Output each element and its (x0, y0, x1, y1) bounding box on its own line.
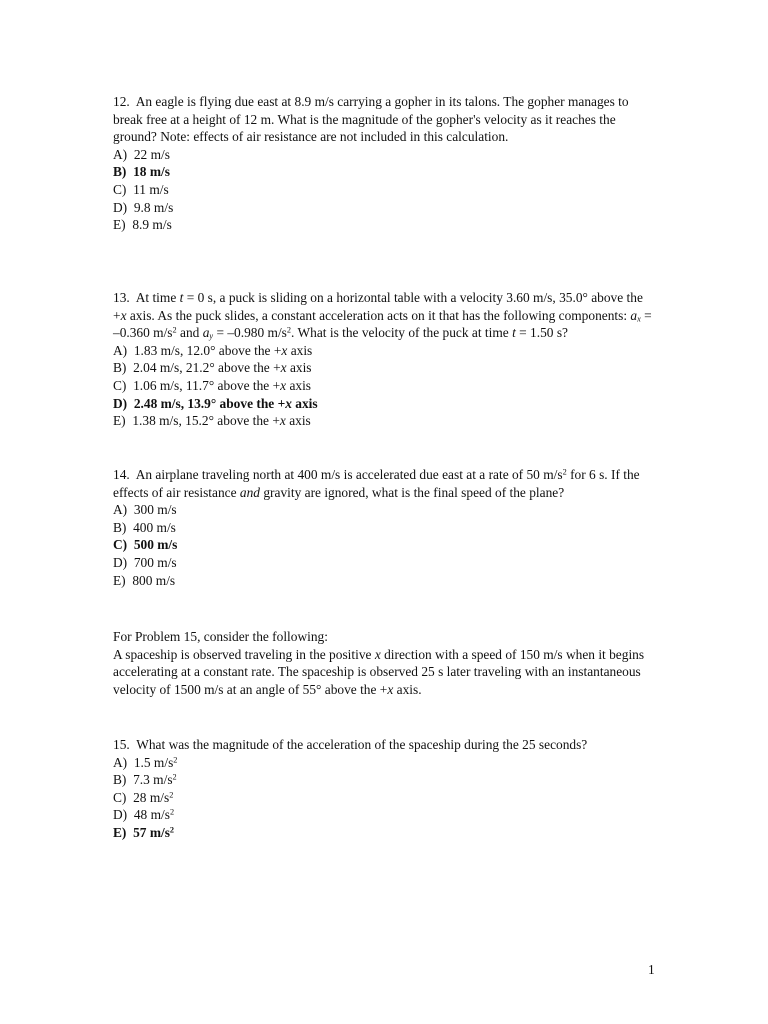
choice-c: C) 11 m/s (113, 181, 169, 197)
question-number: 12. (113, 94, 130, 109)
intro-heading: For Problem 15, consider the following: (113, 629, 328, 644)
choice-b: B) 400 m/s (113, 519, 176, 535)
choice-e: E) 800 m/s (113, 572, 176, 588)
question-stem (113, 93, 658, 146)
choice-d: D) 9.8 m/s (113, 199, 174, 215)
question-number: 15. (113, 737, 130, 752)
question-number: 13. (113, 290, 130, 305)
choice-d: D) 48 $m/s^2$ (113, 807, 175, 823)
choice-e-correct: E) 57 $m/s^2$ (113, 824, 175, 840)
question-stem: 13. At time t = 0 s, a puck is sliding on a horizontal table with a velocity 3.60 m/s, 35.0° above the +x axis. As the puck slides, a constant acceleration acts on it that has the following components: $a_x = -0.360$ $m/s^2$ and $a_y = -0.980$ $m/s^2$. What is the velocity of the puck at time t = 1.50 s? (113, 290, 652, 341)
choice-a: A) 22 m/s (113, 146, 170, 162)
page-number: 1 (648, 962, 655, 977)
question-text: What was the magnitude of the acceleration of the spaceship during the 25 seconds? (136, 737, 588, 752)
choice-c: C) 28 $m/s^2$ (113, 789, 174, 805)
choice-e: E) 8.9 m/s (113, 217, 172, 233)
problem-15-intro (113, 628, 658, 698)
question-13 (113, 289, 658, 430)
question-14 (113, 466, 658, 589)
choice-e: E) 1.38 m/s, 15.2° above the +x axis (113, 413, 311, 429)
choice-a: A) 1.83 m/s, 12.0° above the +x axis (113, 342, 313, 358)
question-stem: 14. An airplane traveling north at 400 m/s is accelerated due east at a rate of 50 $m/s^2$ for 6 s. If the effects of air resistance and gravity are ignored, what is the final speed of the plane? (113, 467, 640, 500)
choice-d: D) 700 m/s (113, 554, 177, 570)
choice-a: A) 1.5 $m/s^2$ (113, 754, 178, 770)
question-text: An eagle is flying due east at 8.9 m/s carrying a gopher in its talons. The gopher manages to break free at a height of 12 m. What is the magnitude of the gopher's velocity as it reaches the ground? Note: effects of air resistance are not included in this calculation. (113, 94, 629, 145)
choice-b-correct: B) 18 m/s (113, 164, 170, 180)
choice-d-correct: D) 2.48 m/s, 13.9° above the +x axis (113, 395, 318, 411)
question-15 (113, 736, 587, 842)
question-number: 14. (113, 467, 130, 482)
choice-a: A) 300 m/s (113, 502, 177, 518)
choice-c: C) 1.06 m/s, 11.7° above the +x axis (113, 377, 312, 393)
choice-b: B) 7.3 $m/s^2$ (113, 772, 177, 788)
question-12 (113, 93, 658, 234)
choice-c-correct: C) 500 m/s (113, 537, 178, 553)
intro-text: A spaceship is observed traveling in the positive x direction with a speed of 150 m/s when it begins accelerating at a constant rate. The spaceship is observed 25 s later traveling with an instantaneous velocity of 1500 m/s at an angle of 55° above the +x axis. (113, 646, 645, 697)
choice-b: B) 2.04 m/s, 21.2° above the +x axis (113, 360, 312, 376)
question-stem (113, 736, 587, 754)
